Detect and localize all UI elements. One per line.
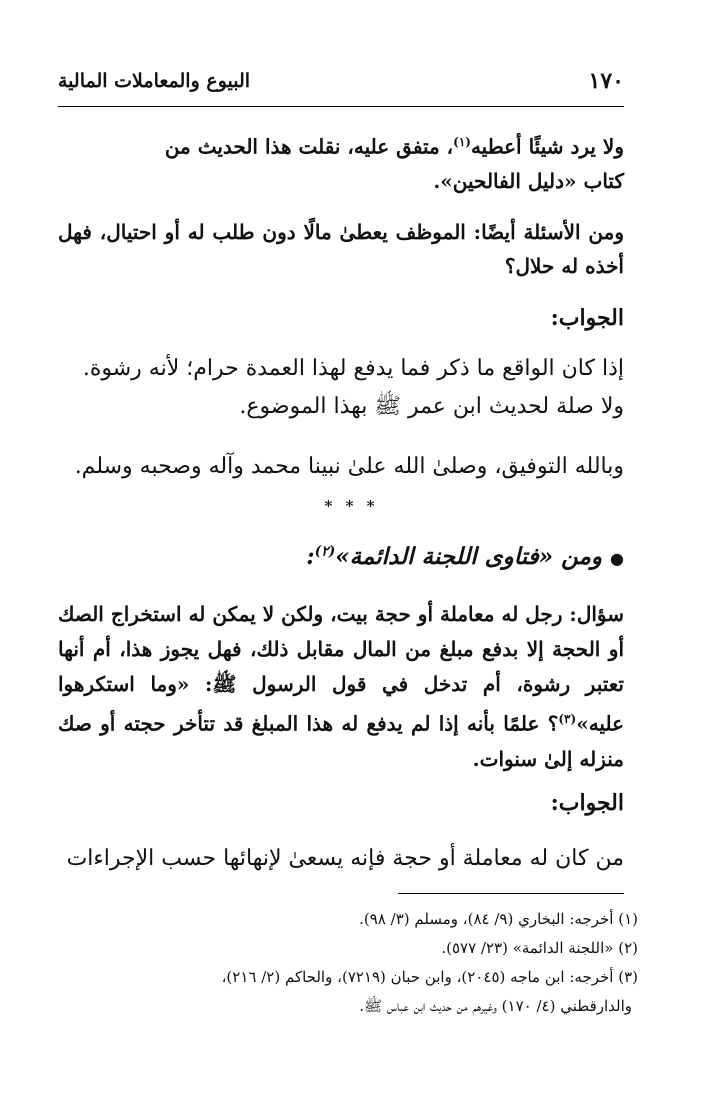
page-number: ١٧٠ [588,68,624,94]
q1-text-end: ، متفق عليه، نقلت هذا الحديث من [164,134,454,159]
section-source [306,543,624,570]
footnote-ref-2: (٢) [314,543,336,560]
bullet-icon: ● [610,548,624,568]
footnote-ref-1: (١) [453,135,471,149]
q1-text: ولا يرد شيئًا أعطيه [470,134,624,159]
footnotes [58,905,638,1021]
answer-1 [58,350,624,426]
q1-line-2: كتاب «دليل الفالحين». [433,168,624,193]
closing-formula: وبالله التوفيق، وصلىٰ الله علىٰ نبينا محمد وآله وصحبه وسلم. [74,454,624,479]
question-1-continuation [58,125,624,198]
question-3 [58,597,624,777]
source-colon: : [306,543,315,570]
source-title: ومن «فتاوى اللجنة الدائمة» [335,543,603,570]
answer-1-label: الجواب: [550,305,624,331]
footnote-1: (١) أخرجه: البخاري (٩/ ٨٤)، ومسلم (٣/ ٩٨). [359,910,638,928]
question-2: ومن الأسئلة أيضًا: الموظف يعطىٰ مالًا دون طلب له أو احتيال، فهل أخذه له حلال؟ [58,220,624,278]
answer-1-line-1: إذا كان الواقع ما ذكر فما يدفع لهذا العمدة حرام؛ لأنه رشوة. [82,356,624,381]
running-title: البيوع والمعاملات المالية [58,70,251,92]
answer-1-line-2: ولا صلة لحديث ابن عمر ﷺ بهذا الموضوع. [239,394,624,419]
q3-part-1: سؤال: رجل له معاملة أو حجة بيت، ولكن لا يمكن له استخراج الصك أو الحجة إلا بدفع مبلغ من المال مقابل ذلك، فهل يجوز هذا، أم أنها تعتبر رشوة، أم تدخل في قول الرسول ﷺ: «وما استكرهوا عليه» [58,602,624,736]
footnote-rule [398,893,624,894]
answer-2-label: الجواب: [550,790,624,816]
header-rule [58,106,624,107]
q3-part-2: ؟ علمًا بأنه إذا لم يدفع له هذا المبلغ قد تتأخر حجته أو صك منزله إلىٰ سنوات. [58,711,624,771]
section-separator: * * * [324,497,379,515]
footnote-3: (٣) أخرجه: ابن ماجه (٢٠٤٥)، وابن حبان (٧٢١٩)، والحاكم (٢/ ٢١٦)، [221,968,638,986]
footnote-3-continued: والدارقطني (٤/ ١٧٠) وغيرهم من حديث ابن عباس ﷺ. [359,997,632,1015]
answer-2: من كان له معاملة أو حجة فإنه يسعىٰ لإنهائها حسب الإجراءات [66,846,624,871]
footnote-ref-3: (٣) [558,712,577,726]
footnote-2: (٢) «اللجنة الدائمة» (٢٣/ ٥٧٧). [441,939,638,957]
page-header [58,68,624,104]
